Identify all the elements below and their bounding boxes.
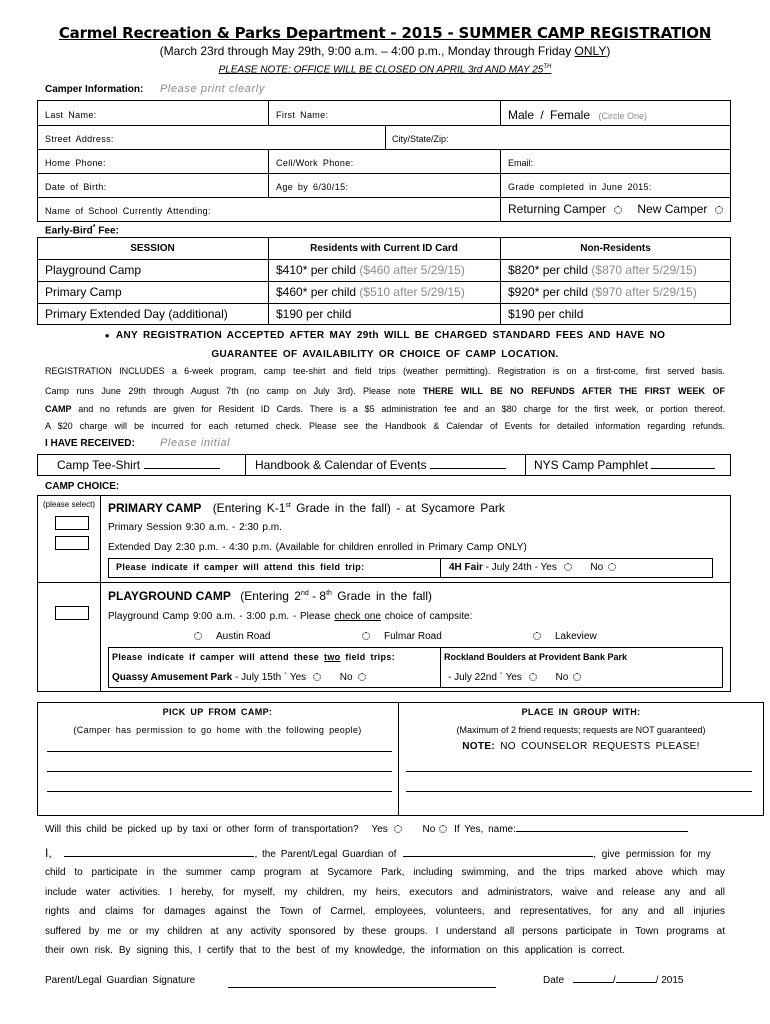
please-select-hint: (please select): [43, 500, 96, 509]
pickup-group-box: [37, 702, 764, 816]
yes-label: Yes: [371, 824, 388, 835]
date-year: / 2015: [655, 975, 684, 986]
note-label: NOTE:: [462, 741, 496, 752]
cell-phone-field[interactable]: Cell/Work Phone:: [276, 158, 354, 168]
site-label: Austin Road: [216, 631, 271, 642]
circle-one-hint: (Circle One): [598, 111, 647, 121]
date-day-field[interactable]: [616, 982, 656, 983]
divider: [37, 582, 731, 583]
taxi-text: Will this child be picked up by taxi or other form of transportation?: [45, 824, 359, 835]
waiver-line-3: rights and claims for damages against the Town of Carmel, employees, volunteers, and representatives, for any and all injuries: [45, 906, 725, 917]
email-field[interactable]: Email:: [508, 158, 534, 168]
fulmar-radio[interactable]: [362, 632, 370, 640]
divider: [500, 100, 501, 125]
site-label: Fulmar Road: [384, 631, 442, 642]
late-fee-warning: [0, 330, 770, 341]
street-address-field[interactable]: Street Address:: [45, 134, 114, 144]
fees-header-residents: Residents with Current ID Card: [310, 243, 458, 254]
group-sub: (Maximum of 2 friend requests; requests are NOT guaranteed): [456, 725, 706, 735]
signature-label: Parent/Legal Guardian Signature: [45, 975, 196, 986]
fees-header-session: SESSION: [130, 243, 175, 254]
divider: [37, 149, 731, 150]
check-one: check one: [334, 611, 381, 622]
group-title: PLACE IN GROUP WITH:: [521, 707, 641, 717]
playground-trips-question: [112, 652, 395, 662]
initial-blank[interactable]: [651, 468, 715, 469]
trips-q-text-b: field trips:: [340, 652, 396, 662]
date-label: Date: [543, 975, 565, 986]
divider: [37, 197, 731, 198]
fee-resident: [276, 307, 351, 321]
rockland-trip-label: Rockland Boulders at Provident Bank Park: [444, 652, 628, 662]
page-title: Carmel Recreation & Parks Department - 2015 - SUMMER CAMP REGISTRATION: [58, 24, 712, 42]
warning-line-1: ANY REGISTRATION ACCEPTED AFTER MAY 29th WILL BE CHARGED STANDARD FEES AND HAVE NO: [115, 330, 666, 341]
camper-status[interactable]: [508, 202, 725, 216]
divider: [37, 173, 731, 174]
lakeview-radio[interactable]: [533, 632, 541, 640]
print-clearly-hint: Please print clearly: [160, 83, 265, 95]
trips-q-two: two: [323, 652, 341, 662]
primary-trip-question: Please indicate if camper will attend this field trip:: [116, 562, 365, 572]
divider: [100, 495, 101, 692]
age-field[interactable]: Age by 6/30/15:: [276, 182, 349, 192]
tee-shirt-initial[interactable]: [57, 458, 220, 472]
hours-text: Playground Camp 9:00 a.m. - 3:00 p.m. - Please: [108, 611, 335, 622]
primary-desc: (Entering K-1: [212, 501, 286, 515]
note-text: PLEASE NOTE: OFFICE WILL BE CLOSED ON APRIL 3rd AND MAY 25: [218, 64, 544, 76]
fee-value: $920* per child: [508, 285, 589, 299]
4h-fair-yes-radio[interactable]: [564, 563, 572, 571]
returning-camper-radio[interactable]: [614, 206, 622, 214]
i-label: I,: [45, 846, 52, 860]
divider: [37, 259, 731, 260]
grade-field[interactable]: Grade completed in June 2015:: [508, 182, 652, 192]
primary-camp-title: [108, 501, 505, 515]
date-sep: /: [612, 975, 616, 986]
dob-field[interactable]: Date of Birth:: [45, 182, 107, 192]
hours-text-b: choice of campsite:: [380, 611, 473, 622]
date-month-field[interactable]: [573, 982, 613, 983]
item-label: Camp Tee-Shirt: [57, 458, 141, 472]
fee-resident: [276, 263, 465, 277]
no-label: No: [590, 562, 604, 573]
no-label: No: [422, 824, 436, 835]
returning-camper-label: Returning Camper: [508, 202, 607, 216]
fee-value: $190 per child: [508, 307, 584, 321]
office-hours: [0, 44, 770, 58]
office-closed-note: [0, 64, 770, 75]
campsite-lakeview[interactable]: [531, 631, 597, 642]
child-name-field[interactable]: [403, 856, 593, 857]
primary-session-checkbox[interactable]: [55, 516, 89, 530]
site-label: Lakeview: [555, 631, 597, 642]
school-field[interactable]: Name of School Currently Attending:: [45, 206, 211, 216]
fee-session: Primary Extended Day (additional): [45, 307, 228, 321]
early-bird-sup: *: [92, 224, 96, 231]
fee-late: ($870 after 5/29/15): [591, 263, 697, 277]
4h-fair-trip[interactable]: [449, 562, 618, 573]
initial-blank[interactable]: [144, 468, 220, 469]
permission-text: , give permission for my: [593, 849, 711, 860]
primary-session-hours: Primary Session 9:30 a.m. - 2:30 p.m.: [108, 522, 282, 533]
home-phone-field[interactable]: Home Phone:: [45, 158, 106, 168]
early-bird-text: Early-Bird: [45, 225, 93, 237]
info-text: and no refunds are given for Resident ID Cards. There is a $5 administration fee and an $80 charge for the first week, or portion thereof.: [71, 404, 725, 414]
austin-radio[interactable]: [194, 632, 202, 640]
playground-desc-mid: - 8: [308, 589, 327, 603]
group-note: [398, 741, 764, 752]
divider: [440, 558, 441, 578]
taxi-no-radio[interactable]: [439, 825, 447, 833]
hours-only: ONLY: [574, 44, 607, 58]
first-name-field[interactable]: First Name:: [276, 110, 329, 120]
campsite-austin[interactable]: [192, 631, 270, 642]
guardian-of-text: , the Parent/Legal Guardian of: [254, 849, 397, 860]
item-label: NYS Camp Pamphlet: [534, 458, 649, 472]
fee-session: Primary Camp: [45, 285, 122, 299]
hours-text: (March 23rd through May 29th, 9:00 a.m. – 4:00 p.m., Monday through Friday: [159, 44, 575, 58]
info-line-1: REGISTRATION INCLUDES a 6-week program, camp tee-shirt and field trips (weather permitting). Registration is on a first-come, first served basis.: [45, 366, 725, 376]
waiver-line-4: suffered by me or my children at any activity sponsored by these groups. I understand all persons participate in Town programs at: [45, 926, 725, 937]
camp-choice-label: CAMP CHOICE:: [45, 481, 120, 492]
pickup-line-2[interactable]: [47, 771, 392, 772]
primary-desc-sup: st: [285, 502, 291, 509]
male-female-label: Male / Female: [508, 108, 591, 122]
if-yes-label: If Yes, name:: [454, 824, 516, 835]
extended-day-checkbox[interactable]: [55, 536, 89, 550]
item-label: Handbook & Calendar of Events: [255, 458, 427, 472]
early-bird-suffix: Fee:: [95, 225, 119, 237]
fee-value: $460* per child: [276, 285, 357, 299]
waiver-line-2: include water activities. I hereby, for myself, my children, my heirs, executors and administrators, waive and release any and all: [45, 887, 725, 898]
divider: [440, 647, 441, 688]
new-camper-radio[interactable]: [715, 206, 723, 214]
no-label: No: [339, 672, 353, 683]
playground-title-text: PLAYGROUND CAMP: [108, 589, 231, 603]
group-line-2[interactable]: [406, 791, 752, 792]
divider: [385, 125, 386, 149]
rockland-no-radio[interactable]: [573, 673, 581, 681]
fee-resident: [276, 285, 465, 299]
fee-late: ($510 after 5/29/15): [359, 285, 465, 299]
date-field: [543, 975, 684, 986]
info-line-3: [45, 404, 725, 414]
fee-value: $820* per child: [508, 263, 589, 277]
signature-field[interactable]: [228, 987, 496, 988]
trip-name: 4H Fair: [449, 562, 483, 573]
no-label: No: [555, 672, 569, 683]
fee-late: ($460 after 5/29/15): [359, 263, 465, 277]
new-camper-label: New Camper: [637, 202, 708, 216]
info-text: Camp runs June 29th through August 7th (no camp on July 3rd). Please note: [45, 386, 423, 396]
campsite-fulmar[interactable]: [360, 631, 442, 642]
rockland-trip[interactable]: [448, 672, 583, 683]
quassy-trip[interactable]: [112, 672, 368, 683]
playground-camp-checkbox[interactable]: [55, 606, 89, 620]
trip-date: - July 22nd ´ Yes: [448, 672, 522, 683]
fee-nonresident: [508, 263, 697, 277]
divider: [525, 454, 526, 476]
early-bird-label: [45, 224, 119, 236]
divider: [268, 149, 269, 197]
initial-hint: Please initial: [160, 437, 231, 449]
guardian-name-field[interactable]: [64, 856, 254, 857]
city-state-zip-field[interactable]: City/State/Zip:: [392, 134, 449, 144]
bullet-icon: ●: [104, 331, 110, 340]
pickup-sub: (Camper has permission to go home with the following people): [73, 725, 362, 735]
fee-late: ($970 after 5/29/15): [591, 285, 697, 299]
rockland-yes-radio[interactable]: [529, 673, 537, 681]
waiver-line-5: their own risk. By signing this, I certify that to the best of my knowledge, the information on this application is correct.: [45, 945, 625, 956]
4h-fair-no-radio[interactable]: [608, 563, 616, 571]
guardian-line: [45, 846, 725, 860]
camper-info-label: Camper Information:: [45, 84, 144, 95]
primary-desc-b: Grade in the fall) - at Sycamore Park: [290, 501, 505, 515]
fee-value: $410* per child: [276, 263, 357, 277]
fee-nonresident: [508, 285, 697, 299]
initial-blank[interactable]: [430, 468, 506, 469]
playground-desc-b: Grade in the fall): [331, 589, 432, 603]
playground-camp-title: [108, 589, 432, 603]
note-text: NO COUNSELOR REQUESTS PLEASE!: [500, 741, 700, 752]
pickup-line-1[interactable]: [47, 751, 392, 752]
trip-name: Quassy Amusement Park: [112, 672, 233, 683]
divider: [398, 702, 399, 816]
hours-close: ): [606, 44, 611, 58]
extended-day-hours: Extended Day 2:30 p.m. - 4:30 p.m. (Available for children enrolled in Primary Camp ONLY): [108, 542, 527, 553]
taxi-question: [45, 824, 688, 835]
pamphlet-initial[interactable]: [534, 458, 715, 472]
trips-q-text: Please indicate if camper will attend these: [112, 652, 324, 662]
quassy-no-radio[interactable]: [358, 673, 366, 681]
divider: [37, 281, 731, 282]
pickup-line-3[interactable]: [47, 791, 392, 792]
playground-sup: nd: [300, 590, 309, 597]
playground-hours: [108, 611, 472, 622]
fee-value: $190 per child: [276, 307, 352, 321]
taxi-name-field[interactable]: [516, 831, 688, 832]
info-line-4: A $20 charge will be incurred for each returned check. Please see the Handbook & Calendar of Events for detailed information regarding refunds.: [45, 421, 725, 431]
info-line-2: [45, 386, 725, 396]
playground-desc: (Entering 2: [240, 589, 301, 603]
camp-bold: CAMP: [45, 404, 72, 414]
primary-title-text: PRIMARY CAMP: [108, 501, 202, 515]
no-refunds-text: THERE WILL BE NO REFUNDS AFTER THE FIRST WEEK OF: [422, 386, 726, 396]
quassy-yes-radio[interactable]: [313, 673, 321, 681]
gender-field[interactable]: [508, 106, 647, 124]
pickup-title: PICK UP FROM CAMP:: [162, 707, 273, 717]
note-sup: TH: [543, 64, 552, 70]
received-label: I HAVE RECEIVED:: [45, 438, 135, 449]
trip-date: - July 24th - Yes: [482, 562, 557, 573]
divider: [268, 100, 269, 125]
divider: [500, 149, 501, 222]
divider: [245, 454, 246, 476]
fees-header-nonresidents: Non-Residents: [580, 243, 651, 254]
taxi-yes-radio[interactable]: [394, 825, 402, 833]
trip-date: - July 15th ´ Yes: [232, 672, 307, 683]
fee-nonresident: [508, 307, 583, 321]
divider: [37, 303, 731, 304]
group-line-1[interactable]: [406, 771, 752, 772]
last-name-field[interactable]: Last Name:: [45, 110, 97, 120]
waiver-line-1: child to participate in the summer camp program at Sycamore Park, including swimming, and the trips marked above which may: [45, 867, 725, 878]
divider: [37, 125, 731, 126]
late-fee-warning-2: GUARANTEE OF AVAILABILITY OR CHOICE OF CAMP LOCATION.: [211, 349, 559, 360]
handbook-initial[interactable]: [255, 458, 506, 472]
playground-sup: th: [326, 590, 332, 597]
fee-session: Playground Camp: [45, 263, 142, 277]
